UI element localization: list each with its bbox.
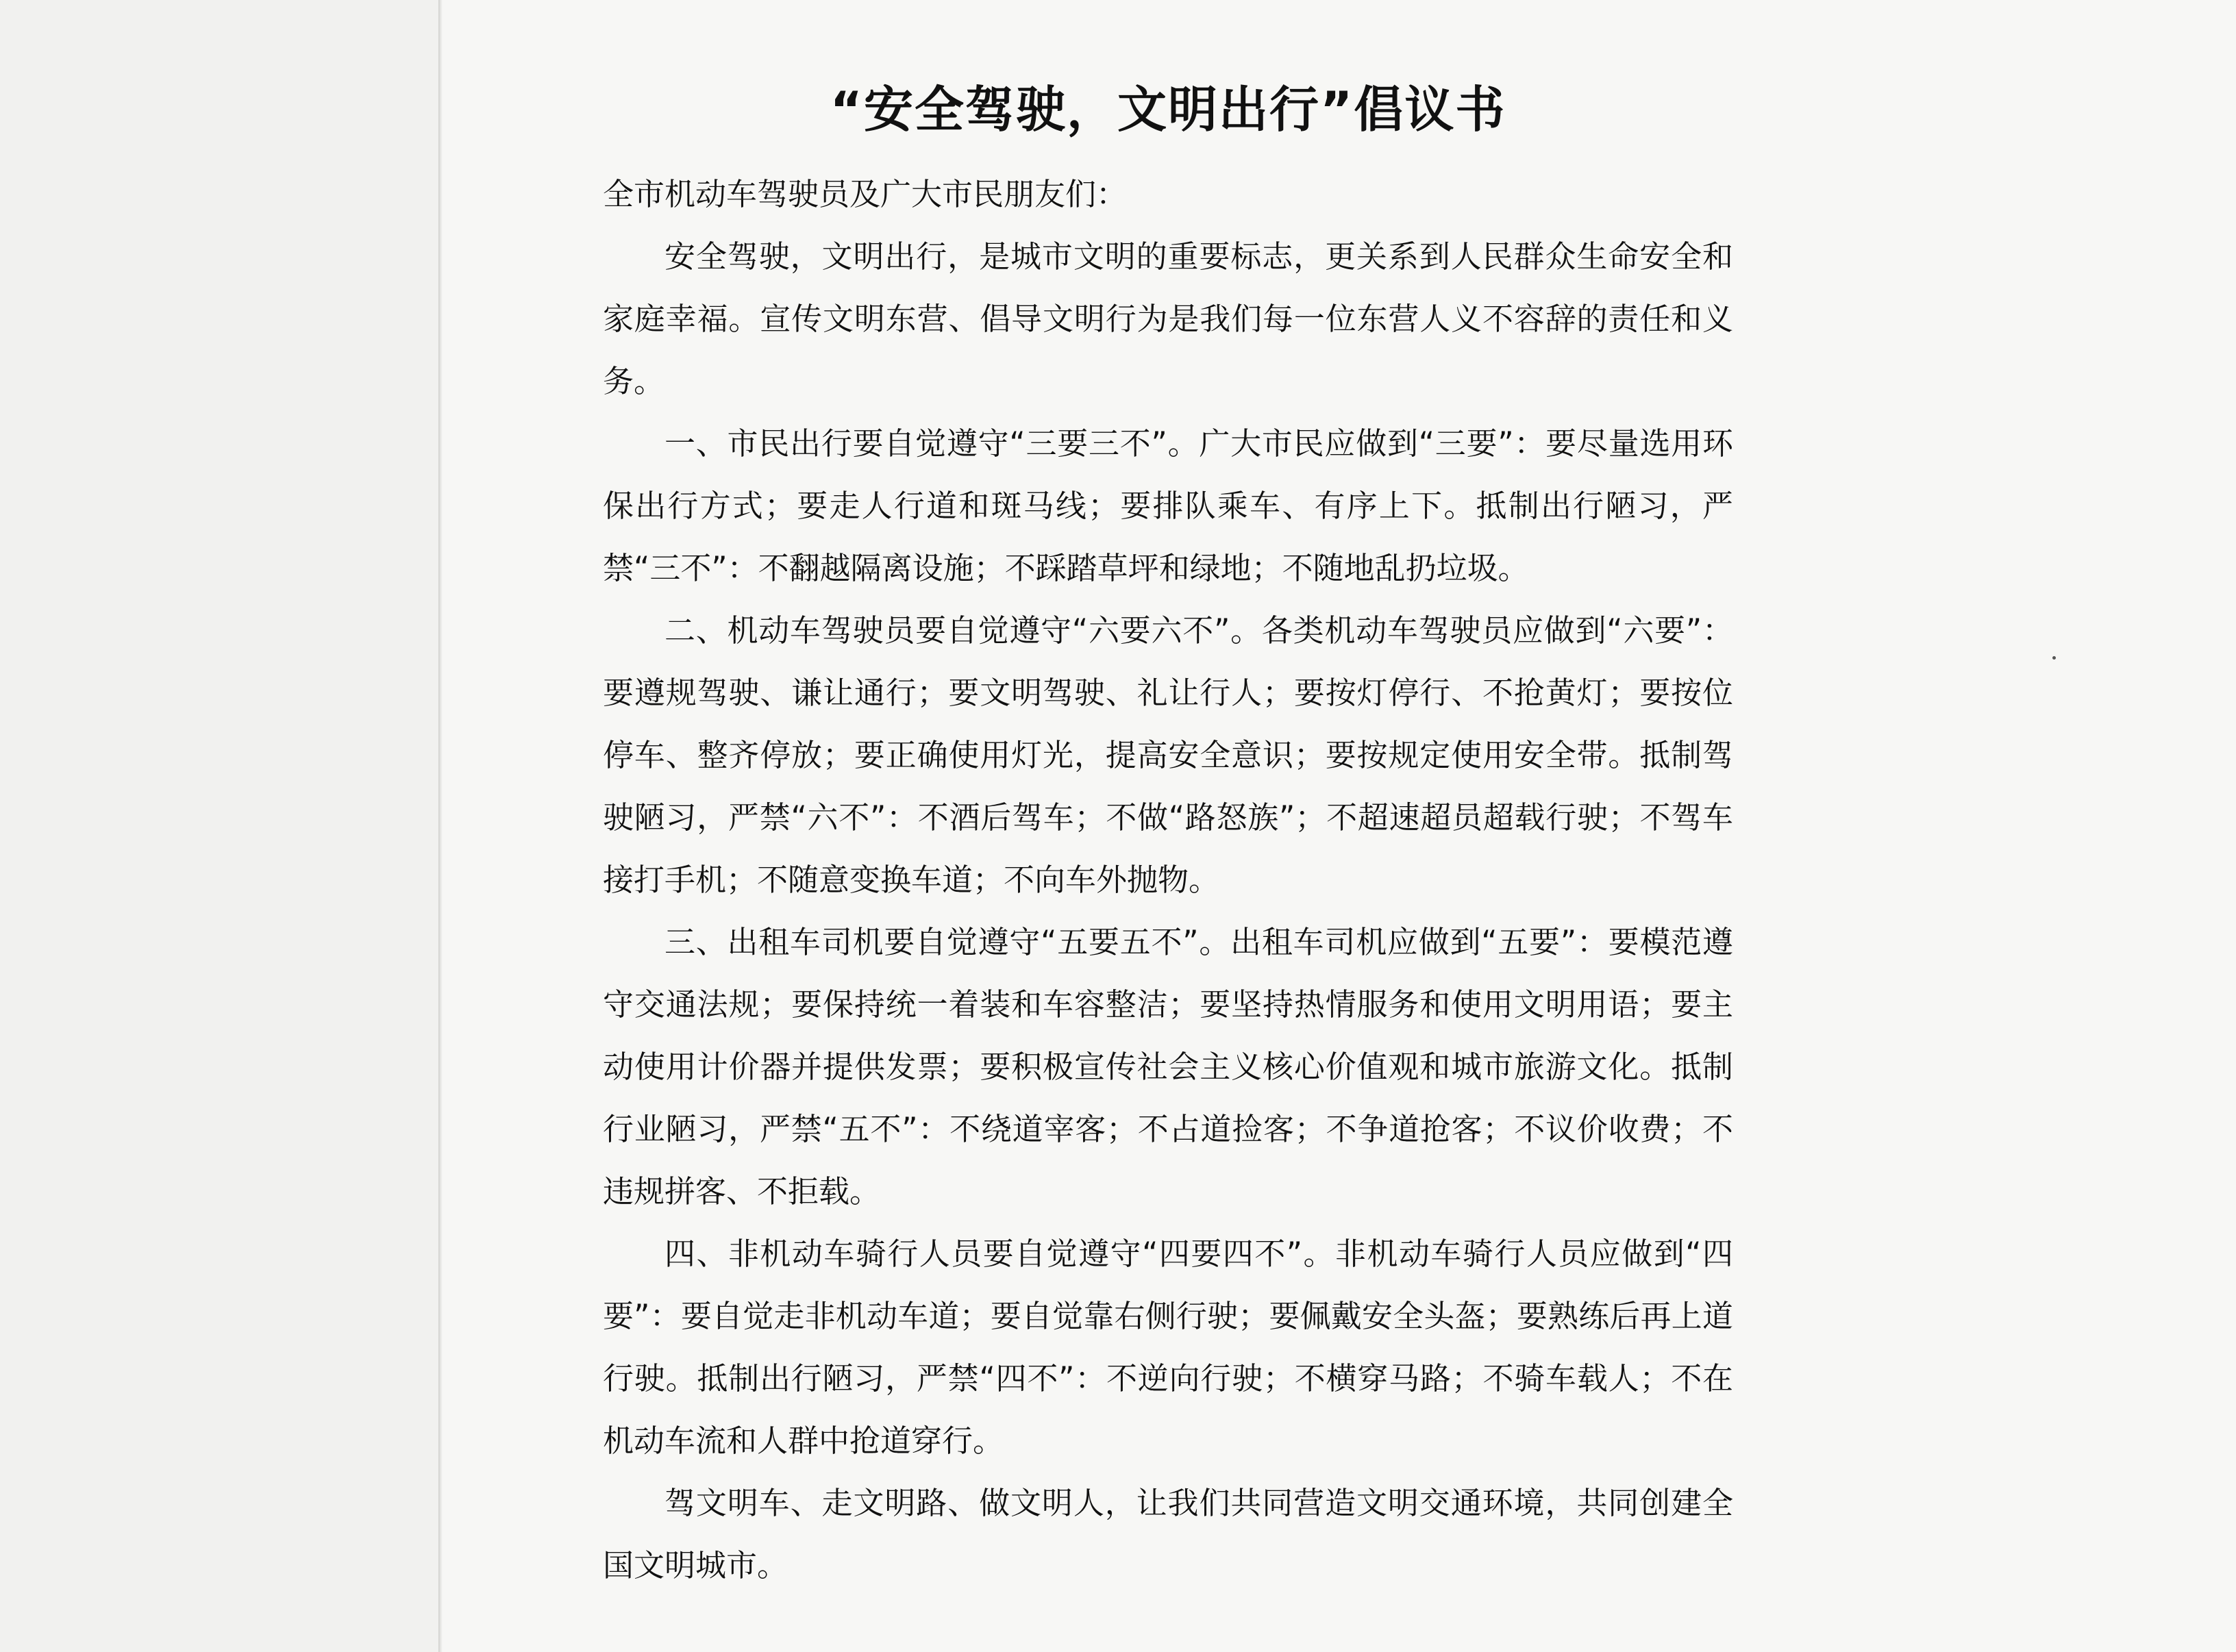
document-page — [603, 75, 1733, 1597]
scan-left-margin — [0, 0, 438, 1652]
paragraph-citizens: 一、市民出行要自觉遵守“三要三不”。广大市民应做到“三要”：要尽量选用环保出行方式；要走人行道和斑马线；要排队乘车、有序上下。抵制出行陋习，严禁“三不”：不翻越隔离设施；不踩踏草坪和绿地；不随地乱扔垃圾。 — [603, 425, 1733, 586]
paragraph-closing: 驾文明车、走文明路、做文明人，让我们共同营造文明交通环境，共同创建全国文明城市。 — [603, 1485, 1733, 1584]
paragraph-non-motor-riders: 四、非机动车骑行人员要自觉遵守“四要四不”。非机动车骑行人员应做到“四要”：要自觉走非机动车道；要自觉靠右侧行驶；要佩戴安全头盔；要熟练后再上道行驶。抵制出行陋习，严禁“四不”：不逆向行驶；不横穿马路；不骑车载人；不在机动车流和人群中抢道穿行。 — [603, 1236, 1733, 1459]
salutation: 全市机动车驾驶员及广大市民朋友们： — [603, 176, 1128, 212]
paragraph-intro: 安全驾驶，文明出行，是城市文明的重要标志，更关系到人民群众生命安全和家庭幸福。宣传文明东营、倡导文明行为是我们每一位东营人义不容辞的责任和义务。 — [603, 238, 1733, 399]
paragraph-motor-drivers: 二、机动车驾驶员要自觉遵守“六要六不”。各类机动车驾驶员应做到“六要”：要遵规驾驶、谦让通行；要文明驾驶、礼让行人；要按灯停行、不抢黄灯；要按位停车、整齐停放；要正确使用灯光，提高安全意识；要按规定使用安全带。抵制驾驶陋习，严禁“六不”：不酒后驾车；不做“路怒族”；不超速超员超载行驶；不驾车接打手机；不随意变换车道；不向车外抛物。 — [603, 612, 1733, 898]
paragraph-taxi-drivers: 三、出租车司机要自觉遵守“五要五不”。出租车司机应做到“五要”：要模范遵守交通法规；要保持统一着装和车容整洁；要坚持热情服务和使用文明用语；要主动使用计价器并提供发票；要积极宣传社会主义核心价值观和城市旅游文化。抵制行业陋习，严禁“五不”：不绕道宰客；不占道捡客；不争道抢客；不议价收费；不违规拼客、不拒载。 — [603, 924, 1733, 1210]
scan-speck — [2052, 656, 2056, 660]
document-title: “安全驾驶，文明出行”倡议书 — [830, 81, 1506, 138]
scan-fold-shadow — [438, 0, 443, 1652]
